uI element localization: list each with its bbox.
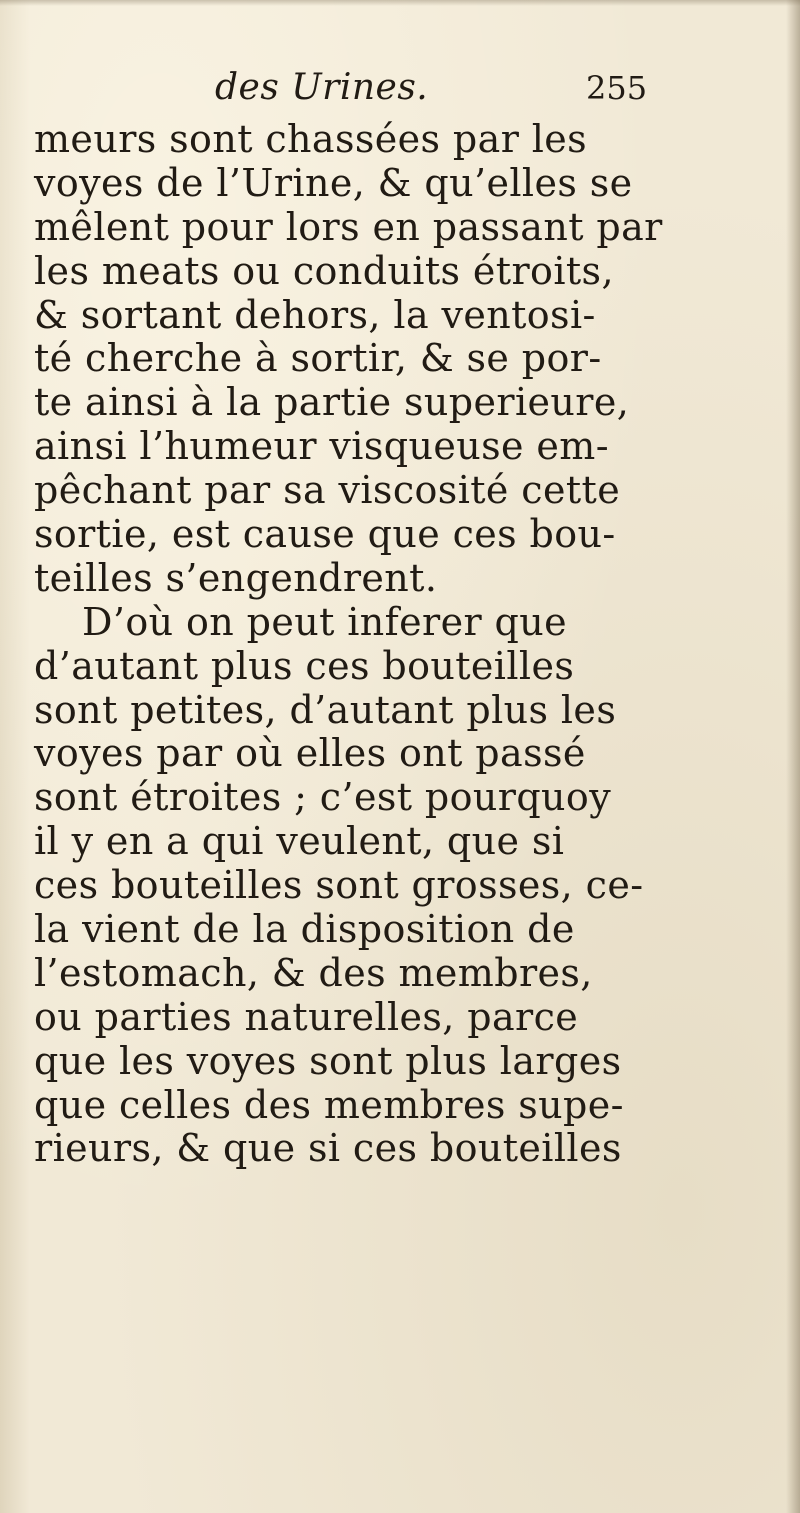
text-line: & sortant dehors, la ventosi-	[34, 292, 596, 337]
text-line: mêlent pour lors en passant par	[34, 204, 663, 249]
text-line: sont étroites ; c’est pourquoy	[34, 775, 612, 820]
page-top-shadow	[0, 0, 800, 6]
body-text	[34, 118, 674, 1171]
text-line: que celles des membres supe-	[34, 1082, 624, 1127]
text-line: la vient de la disposition de	[34, 907, 575, 952]
text-line: voyes par où elles ont passé	[34, 731, 586, 776]
text-line: que les voyes sont plus larges	[34, 1038, 622, 1083]
page-gutter-shadow	[786, 0, 800, 1513]
text-line: pêchant par sa viscosité cette	[34, 468, 621, 513]
page-number: 255	[586, 69, 648, 107]
text-line: teilles s’engendrent.	[34, 555, 438, 600]
text-line: il y en a qui veulent, que si	[34, 819, 565, 864]
text-line: l’estomach, & des membres,	[34, 950, 593, 995]
text-line: ainsi l’humeur visqueuse em-	[34, 424, 609, 469]
text-line: sortie, est cause que ces bou-	[34, 512, 616, 557]
text-line: ces bouteilles sont grosses, ce-	[34, 863, 644, 908]
text-line: té cherche à sortir, & se por-	[34, 336, 602, 381]
text-line: te ainsi à la partie superieure,	[34, 380, 630, 425]
text-line: les meats ou conduits étroits,	[34, 248, 614, 293]
text-line: d’autant plus ces bouteilles	[34, 643, 575, 688]
text-line: rieurs, & que si ces bouteilles	[34, 1126, 622, 1171]
text-line: ou parties naturelles, parce	[34, 994, 579, 1039]
paragraph-start-line: D’où on peut inferer que	[82, 599, 568, 644]
text-line: voyes de l’Urine, & qu’elles se	[34, 160, 633, 205]
text-line: meurs sont chassées par les	[34, 117, 588, 161]
text-line: sont petites, d’autant plus les	[34, 687, 617, 732]
running-title: des Urines.	[215, 67, 429, 108]
